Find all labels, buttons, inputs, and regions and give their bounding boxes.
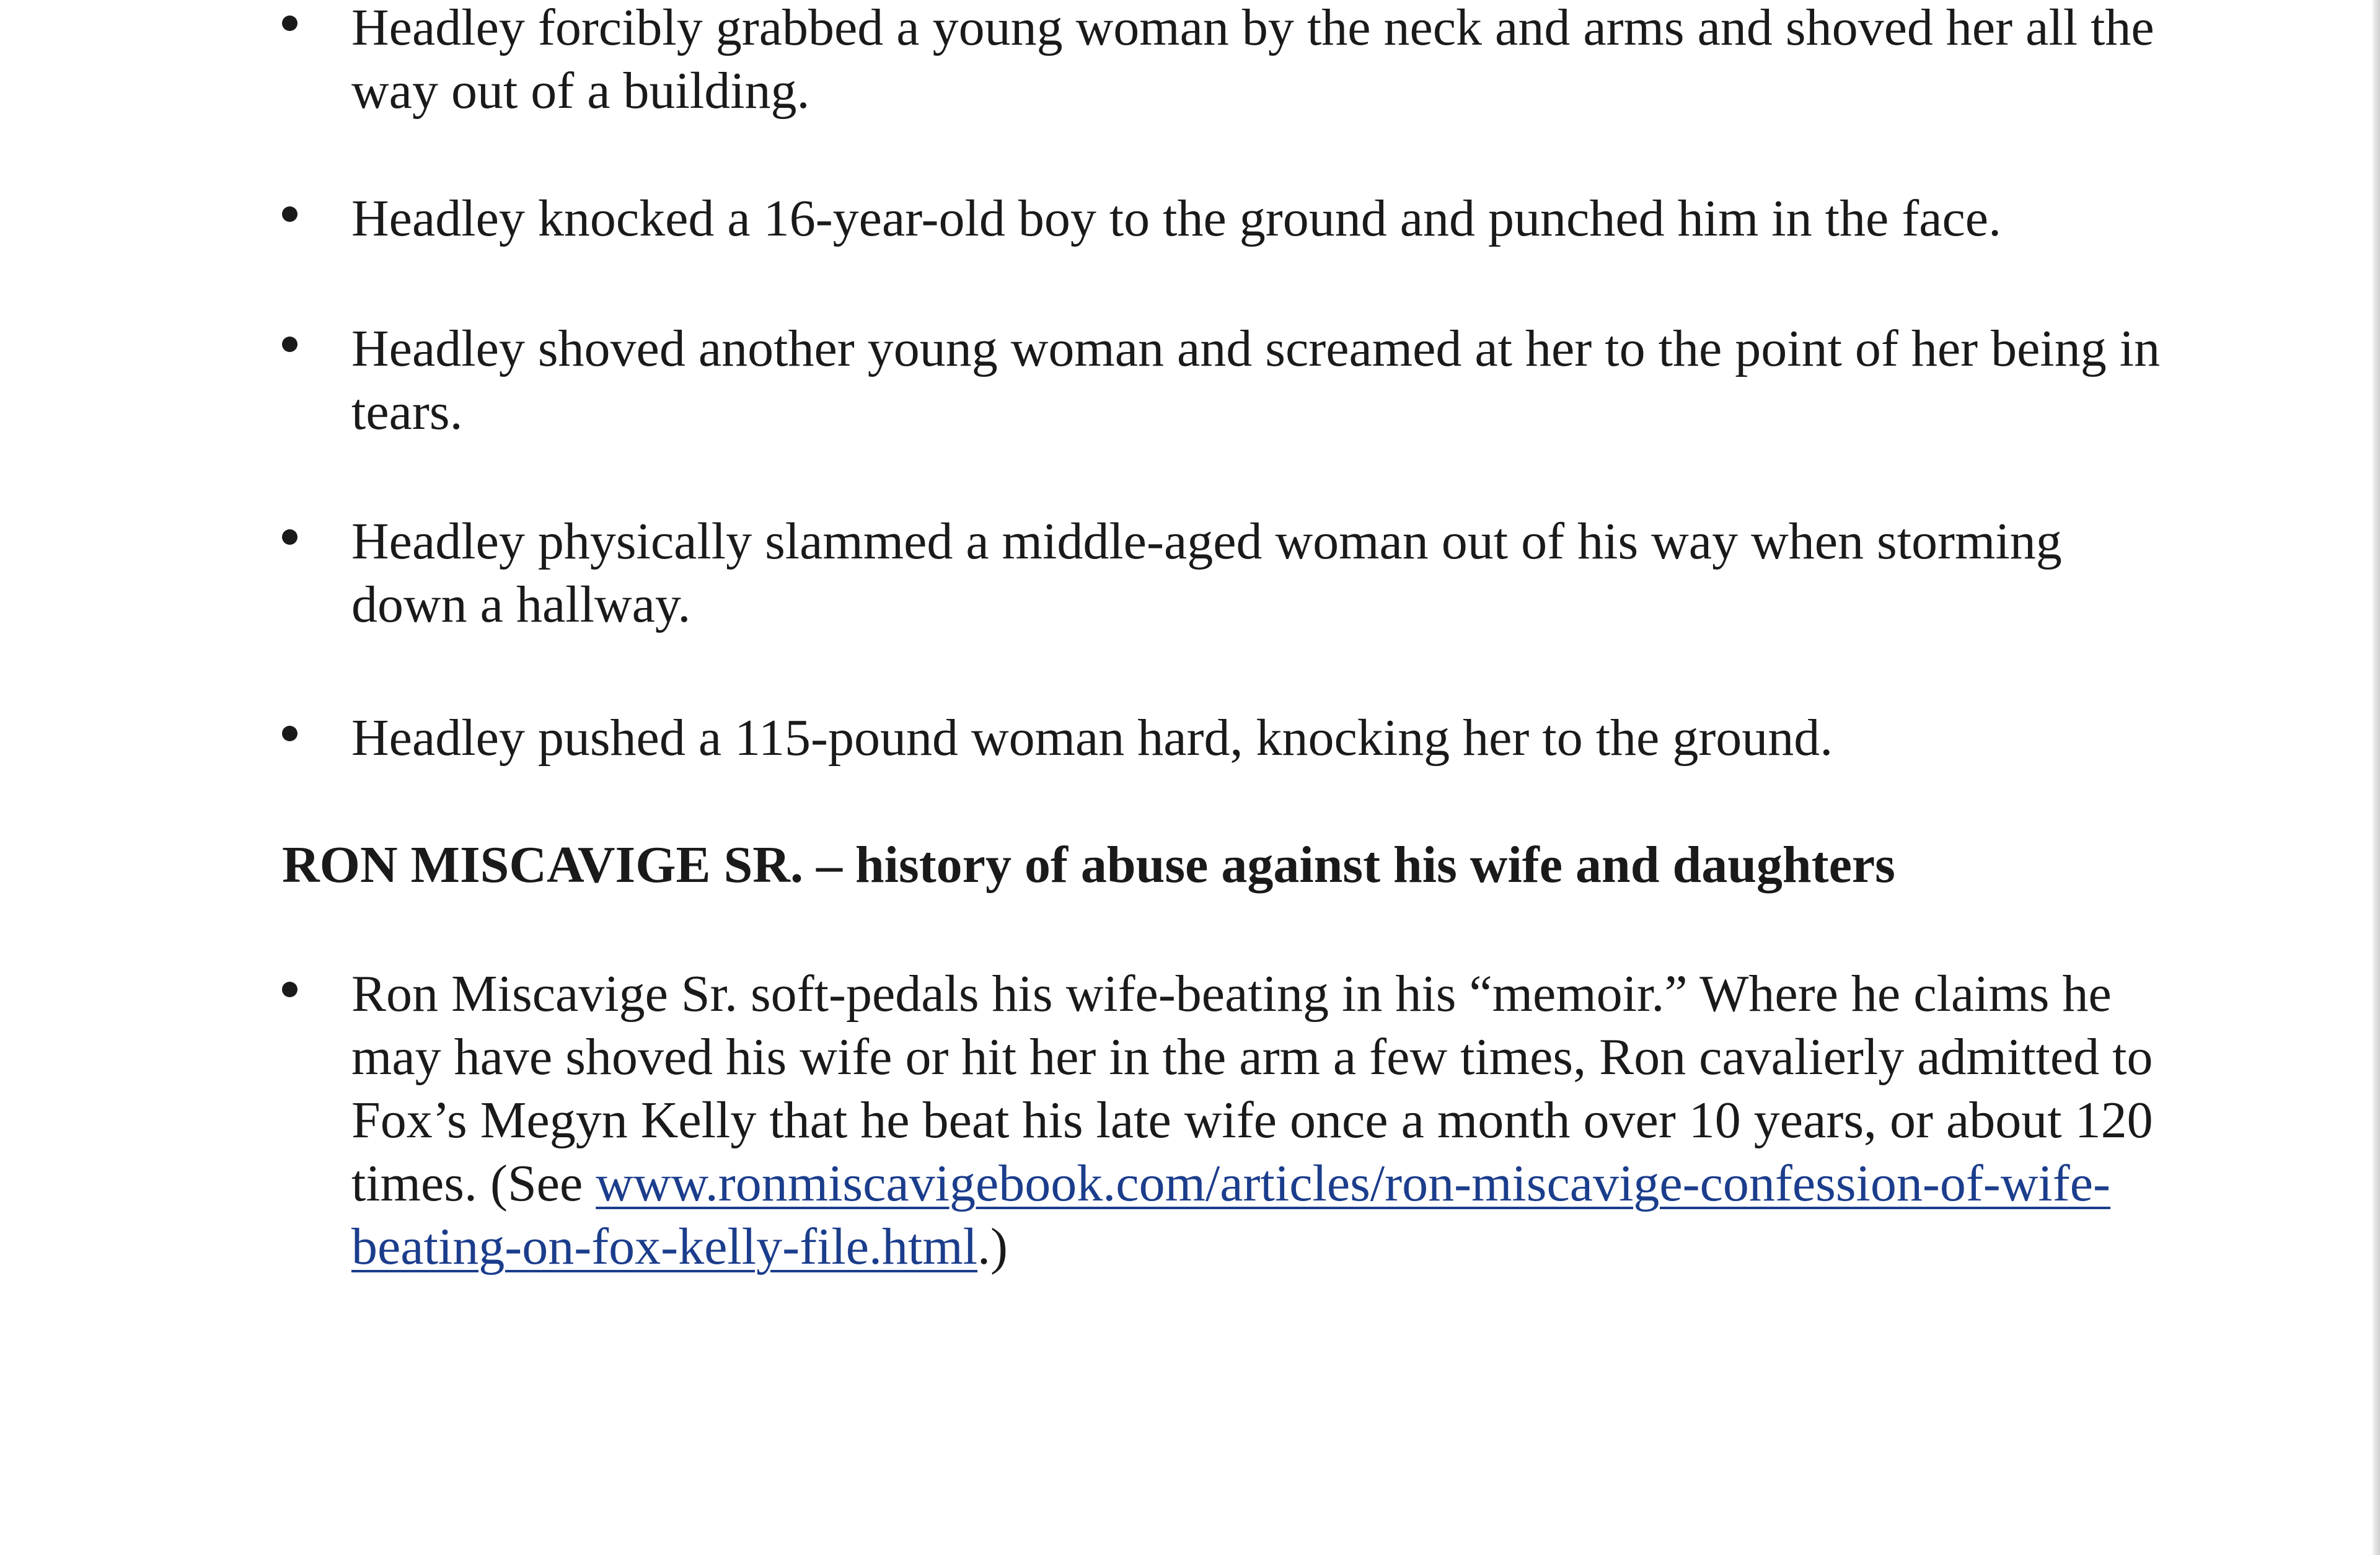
list-item-text: Headley pushed a 115-pound woman hard, knocking her to the ground. <box>351 709 1833 767</box>
list-item <box>282 510 2186 637</box>
list-item-miscavige <box>282 963 2186 1279</box>
bullet-icon <box>282 206 298 222</box>
list-item-text-after-link: .) <box>977 1218 1008 1275</box>
list-item-text: Headley knocked a 16-year-old boy to the ground and punched him in the face. <box>351 190 2002 247</box>
page-edge-shadow <box>2371 0 2380 1555</box>
list-item-text: Headley physically slammed a middle-aged woman out of his way when storming down a hallway. <box>351 513 2062 633</box>
list-item-text: Headley forcibly grabbed a young woman by the neck and arms and shoved her all the way out of a building. <box>351 0 2154 120</box>
section-heading: RON MISCAVIGE SR. – history of abuse against his wife and daughters <box>282 836 1895 894</box>
bullet-icon <box>282 726 298 741</box>
list-item-text: Headley shoved another young woman and screamed at her to the point of her being in tears. <box>351 320 2161 441</box>
bullet-icon <box>282 337 298 352</box>
list-item-text <box>351 963 2186 1279</box>
bullet-icon <box>282 529 298 545</box>
list-item <box>282 317 2186 444</box>
list-item <box>282 0 2186 123</box>
list-item <box>282 707 2186 770</box>
list-item <box>282 187 2186 250</box>
bullet-icon <box>282 15 298 31</box>
source-link[interactable]: www.ronmiscavigebook.com/articles/ron-miscavige-confession-of-wife-beating-on-fox-kelly-file.html <box>351 1155 2111 1275</box>
bullet-icon <box>282 982 298 997</box>
list-item-text-before-link: Ron Miscavige Sr. soft-pedals his wife-beating in his “memoir.” Where he claims he may have shoved his wife or hit her in the arm a few times, Ron cavalierly admitted to Fox’s Megyn Kelly that he beat his late wife once a month over 10 years, or about 120 times. (See <box>351 965 2153 1212</box>
